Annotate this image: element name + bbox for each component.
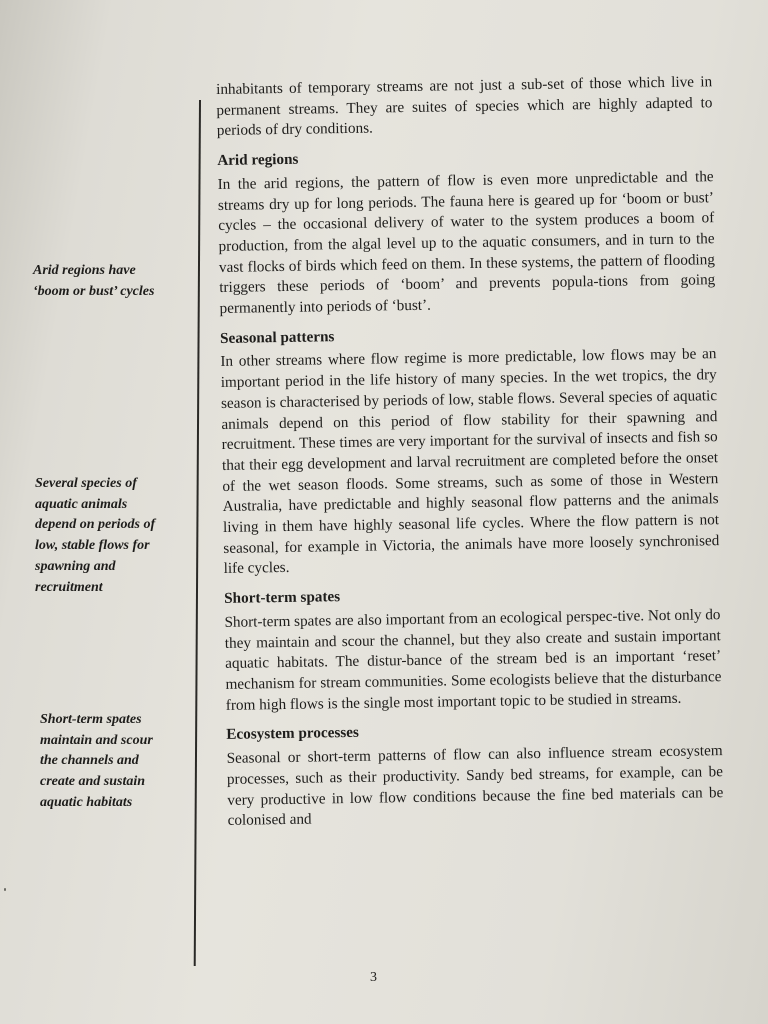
margin-note-line: aquatic habitats (40, 794, 133, 810)
intro-paragraph: inhabitants of temporary streams are not just a sub-set of those which live in permanent streams. They are suites of species which are highly adapted to periods of dry conditions. (216, 73, 713, 140)
section-heading-ecosystem-processes: Ecosystem processes (226, 724, 359, 744)
section-paragraph-arid-regions: In the arid regions, the pattern of flow is even more unpredictable and the streams dry up for long periods. The fauna here is geared up for ‘boom or bust’ cycles – the occasional delivery of water to the system produces a boom of production, from the algal level up to the aquatic consumers, and in turn to the vast flocks of birds which feed on them. In these systems, the pattern of flooding triggers these periods of ‘boom’ and prevents popula-tions from going permanently into periods of ‘bust’. (217, 168, 716, 318)
section-paragraph-seasonal-patterns: In other streams where flow regime is more predictable, low flows may be an important period in the life history of many species. In the wet tropics, the dry season is characterised by periods of low, stable flows. Several species of aquatic animals depend on this period of flow stability for their spawning and recruitment. These times are very important for the survival of insects and fish so that their egg development and larval recruitment are completed before the onset of the wet season floods. Some streams, such as some of those in Western Australia, have predictable and highly seasonal flow patterns and the animals living in them have highly seasonal life cycles. Where the flow pattern is not seasonal, for example in Victoria, the animals have more loosely synchronised life cycles. (220, 345, 720, 578)
margin-note-line: maintain and scour (40, 732, 153, 748)
margin-note-line: spawning and (35, 558, 116, 574)
margin-note-spates (40, 710, 202, 814)
margin-note-line: Short-term spates (40, 712, 142, 727)
page-number: 3 (370, 970, 377, 985)
body-text (216, 72, 724, 832)
margin-note-line: Arid regions have (33, 263, 136, 278)
margin-note-line: low, stable flows for (35, 538, 150, 554)
section-paragraph-short-term-spates: Short-term spates are also important from an ecological perspec-tive. Not only do they maintain and scour the channel, but they also create and sustain important aquatic habitats. The distur-bance of the stream bed is an important ‘reset’ mechanism for stream communities. Some ecologists believe that the disturbance from high flows is the single most important topic to be studied in streams. (224, 606, 722, 714)
section-heading-arid-regions: Arid regions (217, 150, 299, 170)
margin-note-seasonal (35, 474, 197, 598)
margin-note-line: aquatic animals (35, 496, 128, 512)
margin-note-arid (33, 261, 195, 302)
margin-note-line: recruitment (35, 579, 103, 595)
margin-note-line: create and sustain (40, 774, 146, 790)
margin-note-line: Several species of (35, 476, 137, 491)
margin-note-line: ‘boom or bust’ cycles (33, 283, 155, 299)
paper-speck (4, 888, 6, 891)
section-heading-short-term-spates: Short-term spates (224, 588, 341, 608)
margin-note-line: the channels and (40, 753, 139, 769)
section-paragraph-ecosystem-processes: Seasonal or short-term patterns of flow can also influence stream ecosystem processes, such as their productivity. Sandy bed streams, for example, can be very productive in low flow conditions because the fine bed materials can be colonised and (226, 742, 724, 830)
margin-note-line: depend on periods of (35, 517, 156, 533)
section-heading-seasonal-patterns: Seasonal patterns (219, 327, 335, 347)
